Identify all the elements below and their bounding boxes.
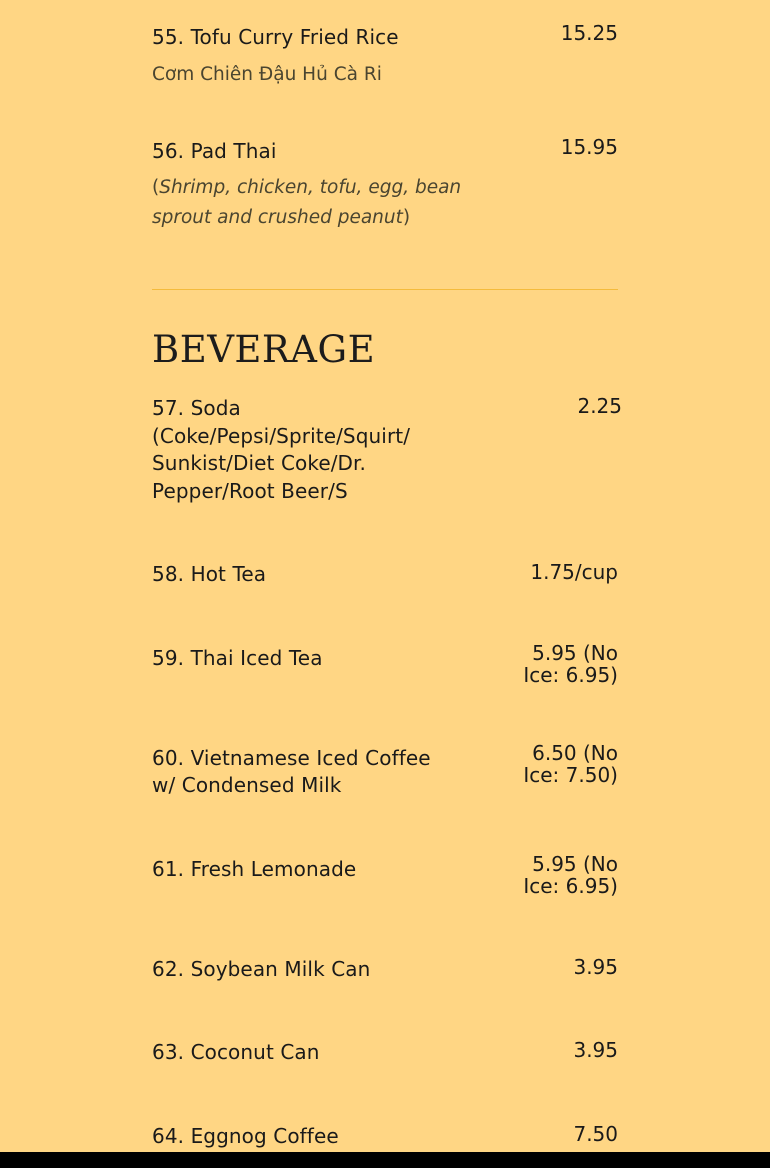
item-price: 3.95 [573, 955, 618, 979]
item-price: 7.50 [573, 1122, 618, 1146]
item-price: 3.95 [573, 1038, 618, 1062]
section-divider [152, 289, 618, 290]
item-price: 5.95 (No Ice: 6.95) [523, 641, 618, 687]
item-name: 55. Tofu Curry Fried Rice [152, 25, 399, 49]
item-subtitle: Cơm Chiên Đậu Hủ Cà Ri [152, 64, 382, 85]
section-title: BEVERAGE [152, 328, 376, 371]
item-description: (Shrimp, chicken, tofu, egg, bean sprout and crushed peanut) [152, 177, 462, 228]
item-name: 57. Soda (Coke/Pepsi/Sprite/Squirt/ Sunkist/Diet Coke/Dr. Pepper/Root Beer/S [152, 396, 411, 503]
item-name: 58. Hot Tea [152, 562, 267, 586]
item-name: 56. Pad Thai [152, 139, 277, 163]
item-name: 64. Eggnog Coffee [152, 1124, 339, 1148]
item-name: 59. Thai Iced Tea [152, 646, 323, 670]
item-price: 15.95 [560, 135, 618, 159]
item-price: 1.75/cup [530, 560, 618, 584]
item-name: 63. Coconut Can [152, 1040, 320, 1064]
item-price: 6.50 (No Ice: 7.50) [523, 741, 618, 787]
item-price: 5.95 (No Ice: 6.95) [523, 852, 618, 898]
item-name: 60. Vietnamese Iced Coffee w/ Condensed Milk [152, 746, 431, 797]
item-price: 2.25 [577, 394, 622, 418]
item-name: 61. Fresh Lemonade [152, 857, 357, 881]
item-price: 15.25 [560, 21, 618, 45]
item-name: 62. Soybean Milk Can [152, 957, 371, 981]
